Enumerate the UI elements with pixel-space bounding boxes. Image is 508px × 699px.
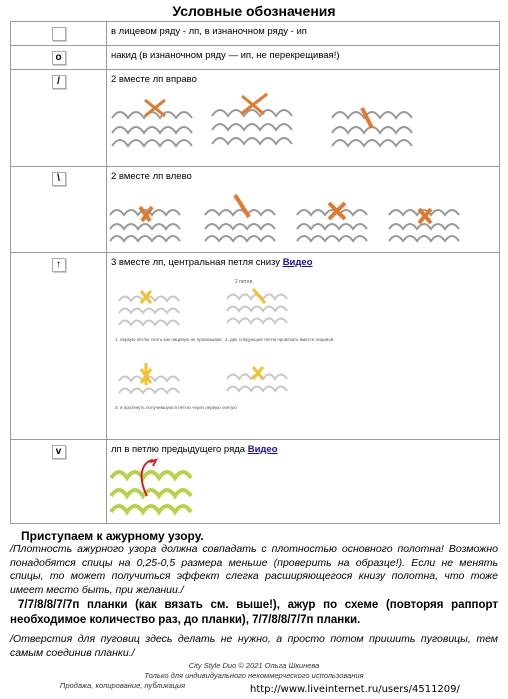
- k2tog-right-illustration: [107, 88, 407, 160]
- legend-desc-k3tog: 3 вместе лп, центральная петля снизу: [111, 257, 283, 268]
- legend-desc-knit: в лицевом ряду - лп, в изнаночном ряду - ип: [111, 26, 307, 37]
- legend-desc-k2tog-left: 2 вместе лп влево: [111, 171, 192, 182]
- knit-below-illustration: [107, 456, 207, 520]
- video-link-knit-below[interactable]: Видео: [247, 444, 278, 455]
- footer-license: Только для индивидуального некоммерческого использования: [144, 671, 364, 680]
- slash-symbol: /: [52, 75, 66, 89]
- section-title: Приступаем к ажурному узору.: [21, 529, 204, 543]
- caption-two-stitches: 2 петли: [235, 279, 253, 285]
- paragraph-density: /Плотность ажурного узора должна совпадать с плотностью основного полотна! Возможно понадобятся спицы на 0,25-0,5 размера меньше (проверить на образце!). Если не менять спицы, то может получиться эффект слегка расширяющегося книзу полотна, что тоже имеет место быть, при желании./: [10, 543, 498, 596]
- legend-table: [10, 21, 500, 524]
- legend-title: Условные обозначения: [172, 3, 336, 19]
- legend-row-yarnover: [11, 45, 499, 69]
- legend-desc-knit-below: лп в петлю предыдущего ряда: [111, 444, 248, 455]
- yarnover-symbol: o: [52, 51, 66, 65]
- legend-desc-k2tog-right: 2 вместе лп вправо: [111, 74, 197, 85]
- caption-step-2: 2. две следующие петли провязать вместе лицевой: [225, 337, 334, 342]
- caption-step-1: 1. первую петлю снять как лицевую не провязывая: [115, 337, 222, 342]
- legend-row-knit-below: [11, 439, 499, 523]
- k2tog-left-illustration: [107, 185, 492, 250]
- v-symbol: v: [52, 445, 66, 459]
- paragraph-buttons: /Отверстия для пуговиц здесь делать не нужно, а просто потом пришить пуговицы, тем самым соединив планки./: [10, 633, 498, 659]
- paragraph-instructions: 7/7/8/8/7/7п планки (как вязать см. выше!), ажур по схеме (повторяя раппорт необходимое количество раз, до планки), 7/7/8/8/7/7п планки.: [10, 599, 498, 626]
- watermark-url: http://www.liveinternet.ru/users/4511209/: [250, 684, 460, 695]
- legend-row-knit: [11, 22, 499, 45]
- caption-step-3: 3. и протянуть получившуюся петлю через первую снятую: [115, 405, 237, 410]
- legend-desc-yarnover: накид (в изнаночном ряду — ип, не перекрещивая!): [111, 50, 340, 61]
- legend-row-k3tog: [11, 252, 499, 439]
- empty-cell-symbol: [52, 27, 66, 41]
- legend-row-k2tog-left: [11, 166, 499, 252]
- video-link-k3tog[interactable]: Видео: [282, 257, 313, 268]
- footer-restriction: Продажа, копирование, публикация: [59, 681, 186, 690]
- backslash-symbol: \: [52, 172, 66, 186]
- legend-row-k2tog-right: [11, 69, 499, 166]
- arrow-up-symbol: ↑: [52, 258, 66, 272]
- footer-copyright: City Style Duo © 2021 Ольга Шкинева: [188, 661, 320, 670]
- k3tog-illustration: [107, 271, 334, 433]
